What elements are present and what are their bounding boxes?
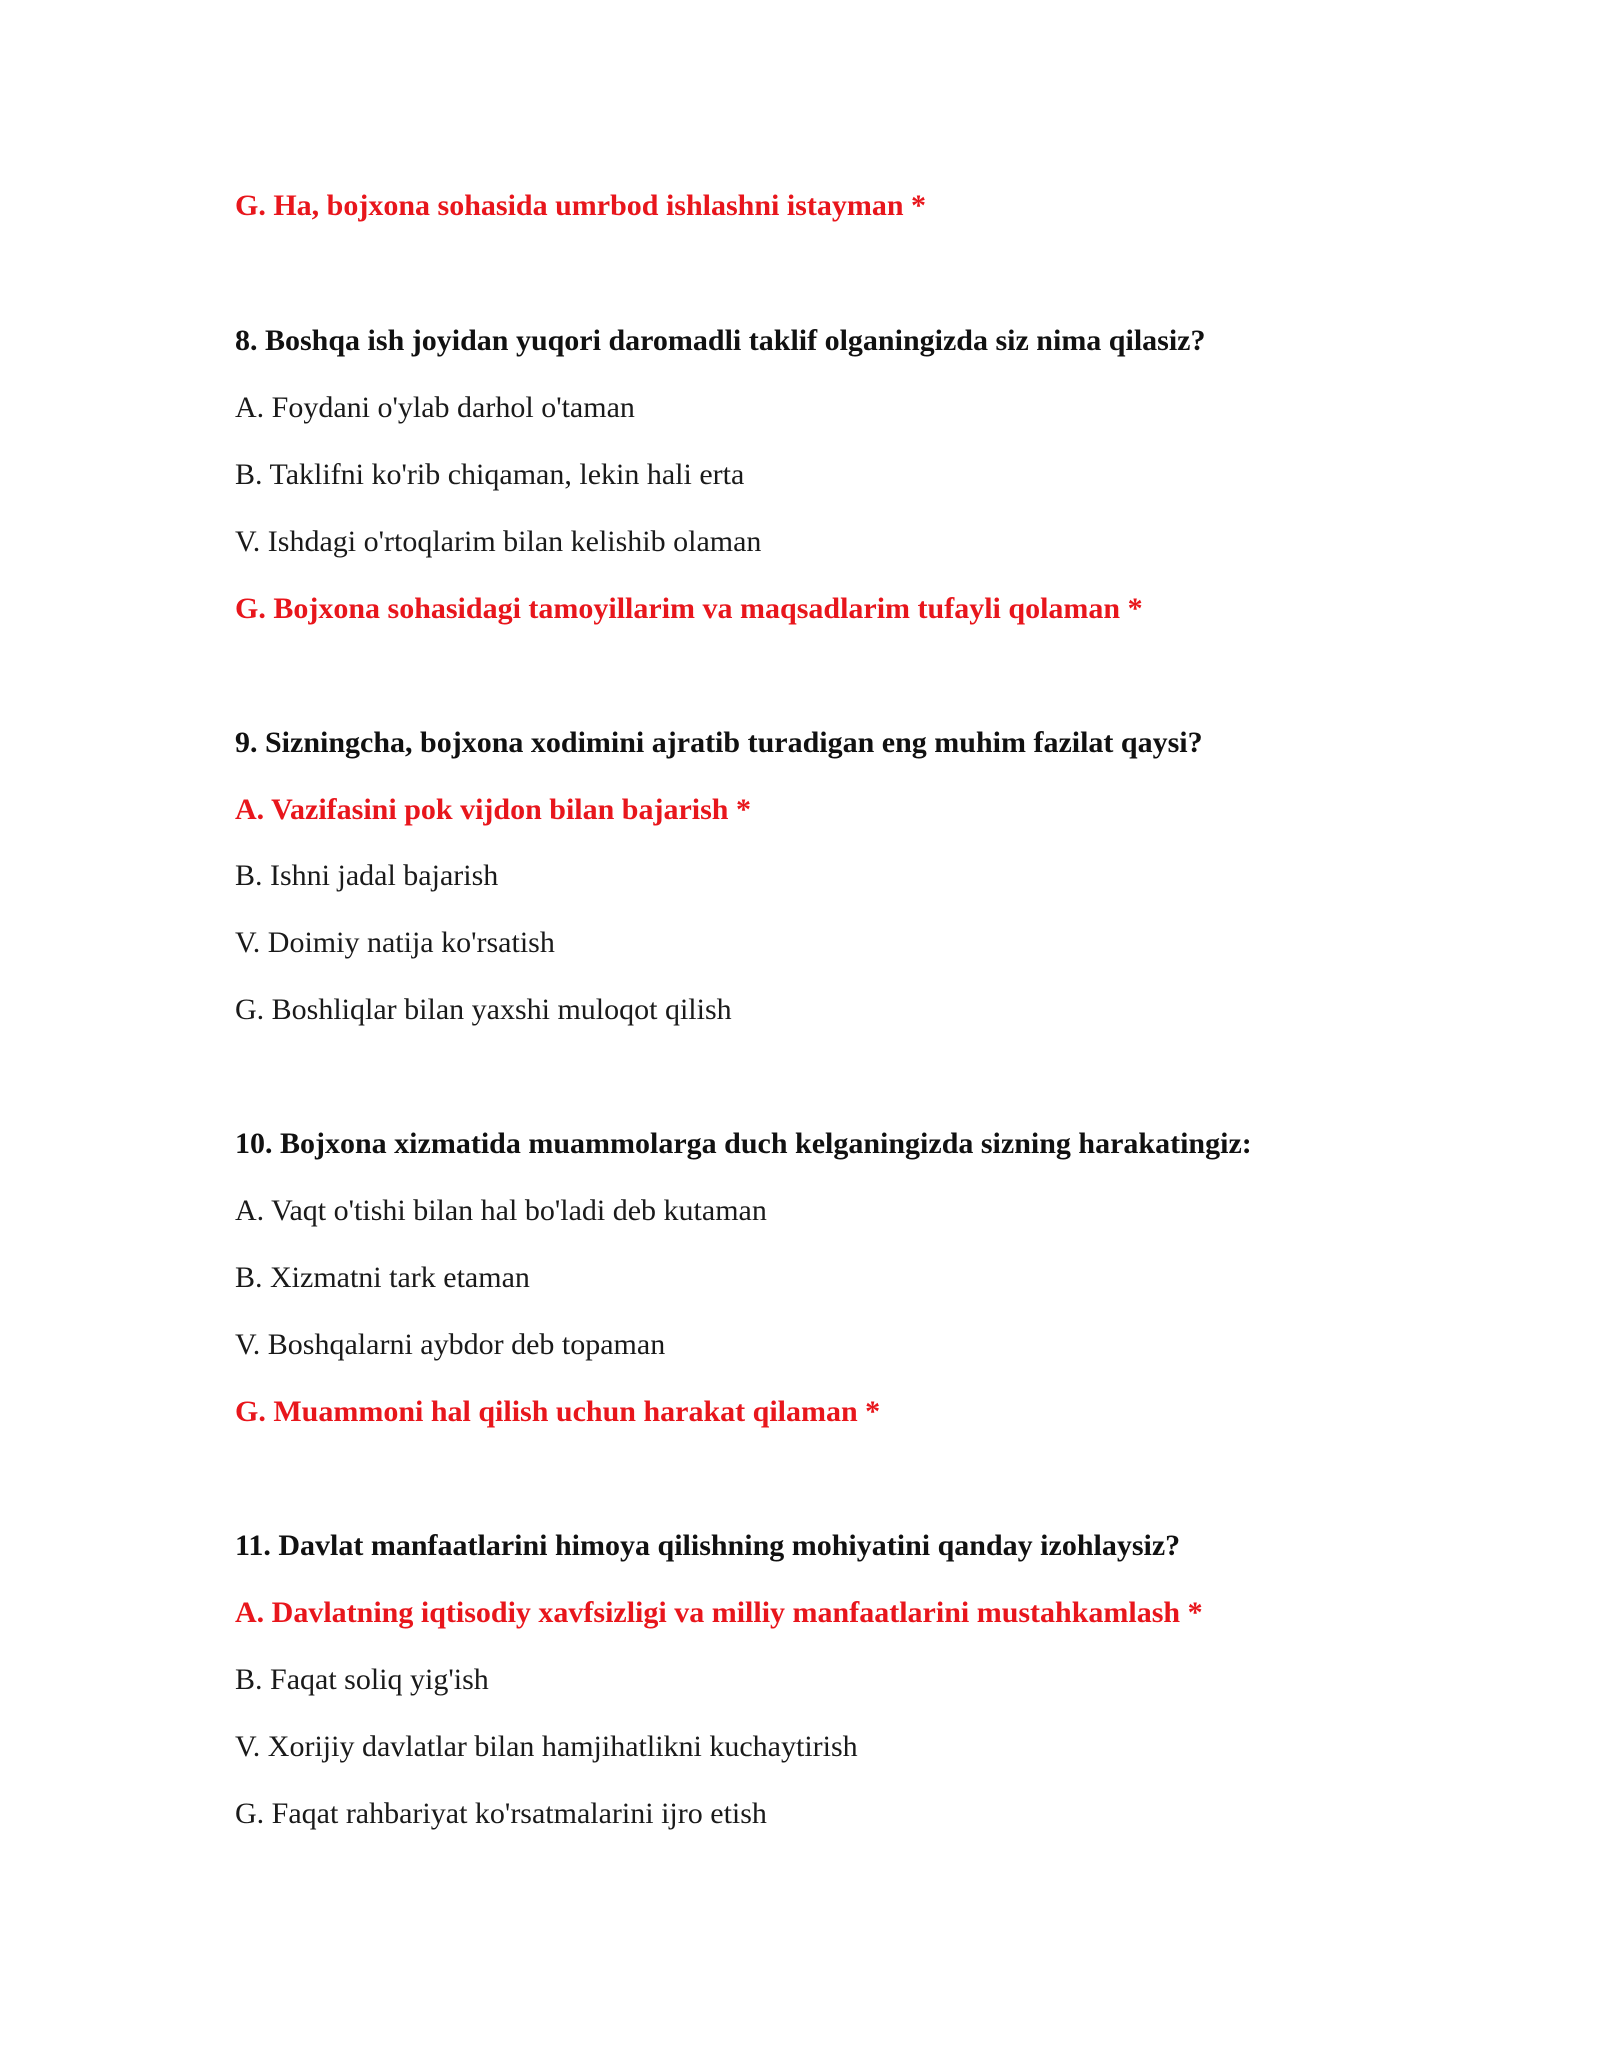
question-11-option-b: B. Faqat soliq yig'ish: [235, 1663, 489, 1696]
question-8-text: 8. Boshqa ish joyidan yuqori daromadli taklif olganingizda siz nima qilasiz?: [235, 324, 1206, 357]
question-10-option-v: V. Boshqalarni aybdor deb topaman: [235, 1328, 666, 1361]
question-9-option-a: A. Vazifasini pok vijdon bilan bajarish *: [235, 793, 751, 826]
question-11-option-g: G. Faqat rahbariyat ko'rsatmalarini ijro etish: [235, 1797, 767, 1830]
question-10-text: 10. Bojxona xizmatida muammolarga duch kelganingizda sizning harakatingiz:: [235, 1127, 1252, 1160]
question-8-option-a: A. Foydani o'ylab darhol o'taman: [235, 391, 635, 424]
question-11-option-v: V. Xorijiy davlatlar bilan hamjihatlikni kuchaytirish: [235, 1730, 858, 1763]
question-8-option-v: V. Ishdagi o'rtoqlarim bilan kelishib olaman: [235, 525, 762, 558]
question-8-option-b: B. Taklifni ko'rib chiqaman, lekin hali erta: [235, 458, 745, 491]
question-9-text: 9. Sizningcha, bojxona xodimini ajratib turadigan eng muhim fazilat qaysi?: [235, 726, 1203, 759]
question-11-option-a: A. Davlatning iqtisodiy xavfsizligi va milliy manfaatlarini mustahkamlash *: [235, 1596, 1203, 1629]
question-10-option-b: B. Xizmatni tark etaman: [235, 1261, 530, 1294]
question-11-text: 11. Davlat manfaatlarini himoya qilishning mohiyatini qanday izohlaysiz?: [235, 1529, 1181, 1562]
question-9-option-v: V. Doimiy natija ko'rsatish: [235, 926, 555, 959]
question-9-option-b: B. Ishni jadal bajarish: [235, 859, 499, 892]
question-10-option-g: G. Muammoni hal qilish uchun harakat qilaman *: [235, 1395, 881, 1428]
question-10-option-a: A. Vaqt o'tishi bilan hal bo'ladi deb kutaman: [235, 1194, 767, 1227]
carryover-correct-option: G. Ha, bojxona sohasida umrbod ishlashni istayman *: [235, 189, 927, 222]
question-9-option-g: G. Boshliqlar bilan yaxshi muloqot qilish: [235, 993, 732, 1026]
question-8-option-g: G. Bojxona sohasidagi tamoyillarim va maqsadlarim tufayli qolaman *: [235, 592, 1143, 625]
